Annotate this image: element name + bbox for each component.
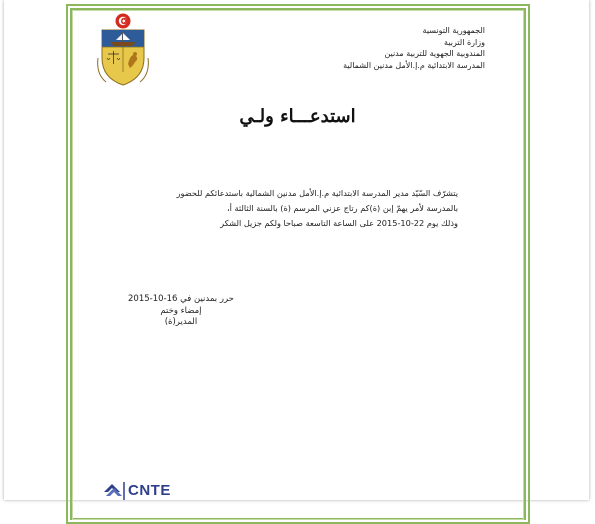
signature-block <box>128 294 234 329</box>
school-header <box>343 25 485 71</box>
page-border-inner <box>72 10 524 520</box>
body-line-1: يتشرّف السّيّد مدير المدرسة الابتدائية م.إ.الأمل مدنين الشمالية باستدعائكم للحضور <box>176 188 458 198</box>
signature-stamp-line: إمضاء وختم <box>160 305 202 316</box>
body-line-2: بالمدرسة لأمر يهمّ إبن (ة)كم رتاج عزني المرسم (ة) بالسنة الثالثة أ، <box>227 203 458 213</box>
header-regional-office: المندوبية الجهوية للتربية مدنين <box>384 49 485 58</box>
body-paragraph <box>103 186 458 231</box>
header-ministry: وزارة التربية <box>444 37 485 47</box>
signature-date-line: حرر بمدنين في 16-10-2015 <box>128 294 234 304</box>
body-line-3: وذلك يوم 22-10-2015 على الساعة التاسعة صباحا ولكم جزيل الشكر <box>220 218 458 228</box>
cnte-logo-text: CNTE <box>128 482 171 499</box>
tunisia-coat-of-arms-icon <box>96 12 150 86</box>
document-title: استدعـــاء ولـي <box>239 106 356 127</box>
signature-director-line: المدير(ة) <box>164 317 198 327</box>
header-school: المدرسة الابتدائية م.إ.الأمل مدنين الشمالية <box>343 60 485 70</box>
header-country: الجمهورية التونسية <box>422 26 485 35</box>
